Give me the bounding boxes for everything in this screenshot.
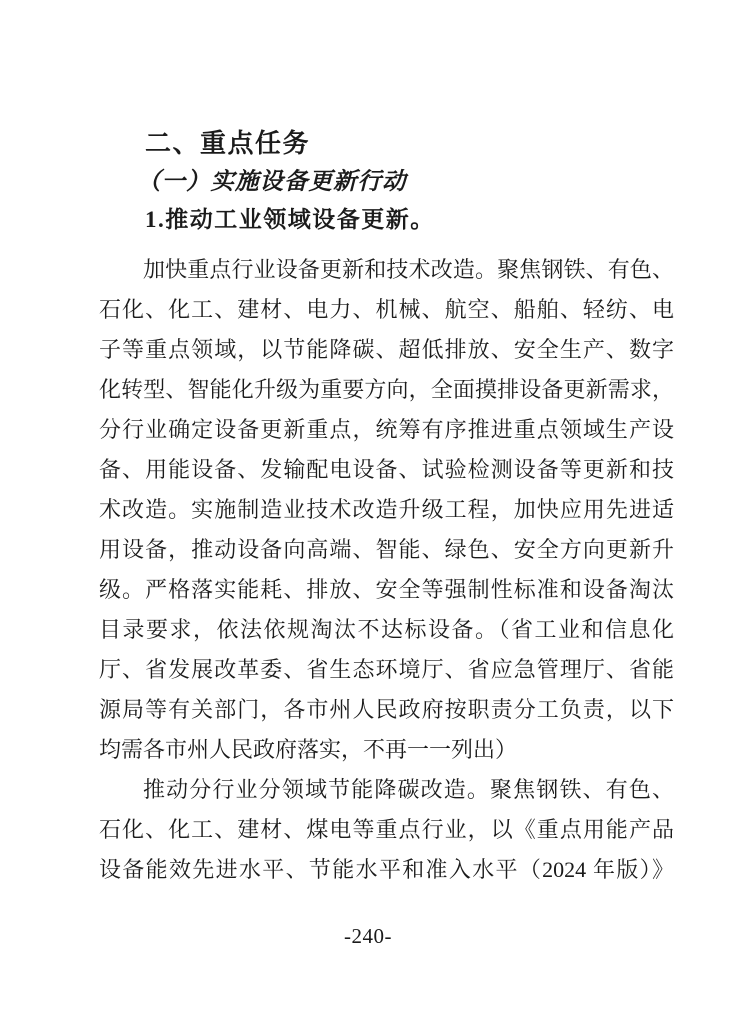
subsection-heading: （一）实施设备更新行动 bbox=[137, 169, 407, 195]
body-line: 源局等有关部门，各市州人民政府按职责分工负责，以下 bbox=[99, 697, 674, 722]
body-line: 石化、化工、建材、电力、机械、航空、船舶、轻纺、电 bbox=[99, 297, 674, 322]
numbered-heading: 1.推动工业领域设备更新。 bbox=[145, 207, 435, 232]
body-line: 备、用能设备、发输配电设备、试验检测设备等更新和技 bbox=[99, 457, 674, 482]
body-line: 设备能效先进水平、节能水平和准入水平（2024 年版）》 bbox=[99, 857, 674, 882]
page-number: -240- bbox=[344, 924, 392, 948]
body-line: 推动分行业分领域节能降碳改造。聚焦钢铁、有色、 bbox=[143, 777, 674, 802]
body-line: 目录要求，依法依规淘汰不达标设备。（省工业和信息化 bbox=[99, 617, 674, 642]
body-line: 用设备，推动设备向高端、智能、绿色、安全方向更新升 bbox=[99, 537, 674, 562]
body-line: 加快重点行业设备更新和技术改造。聚焦钢铁、有色、 bbox=[143, 257, 674, 282]
paragraph-2 bbox=[99, 770, 674, 890]
body-line: 厅、省发展改革委、省生态环境厅、省应急管理厅、省能 bbox=[99, 657, 674, 682]
paragraph-1 bbox=[99, 250, 674, 770]
body-line: 术改造。实施制造业技术改造升级工程，加快应用先进适 bbox=[99, 497, 674, 522]
body-line: 石化、化工、建材、煤电等重点行业，以《重点用能产品 bbox=[99, 817, 674, 842]
body-line: 级。严格落实能耗、排放、安全等强制性标准和设备淘汰 bbox=[99, 577, 674, 602]
section-heading: 二、重点任务 bbox=[145, 128, 311, 158]
body-line: 子等重点领域，以节能降碳、超低排放、安全生产、数字 bbox=[99, 337, 674, 362]
body-line: 均需各市州人民政府落实，不再一一列出） bbox=[99, 737, 518, 762]
body-line: 化转型、智能化升级为重要方向，全面摸排设备更新需求， bbox=[99, 377, 674, 402]
body-line: 分行业确定设备更新重点，统筹有序推进重点领域生产设 bbox=[99, 417, 674, 442]
text-block bbox=[99, 123, 674, 890]
